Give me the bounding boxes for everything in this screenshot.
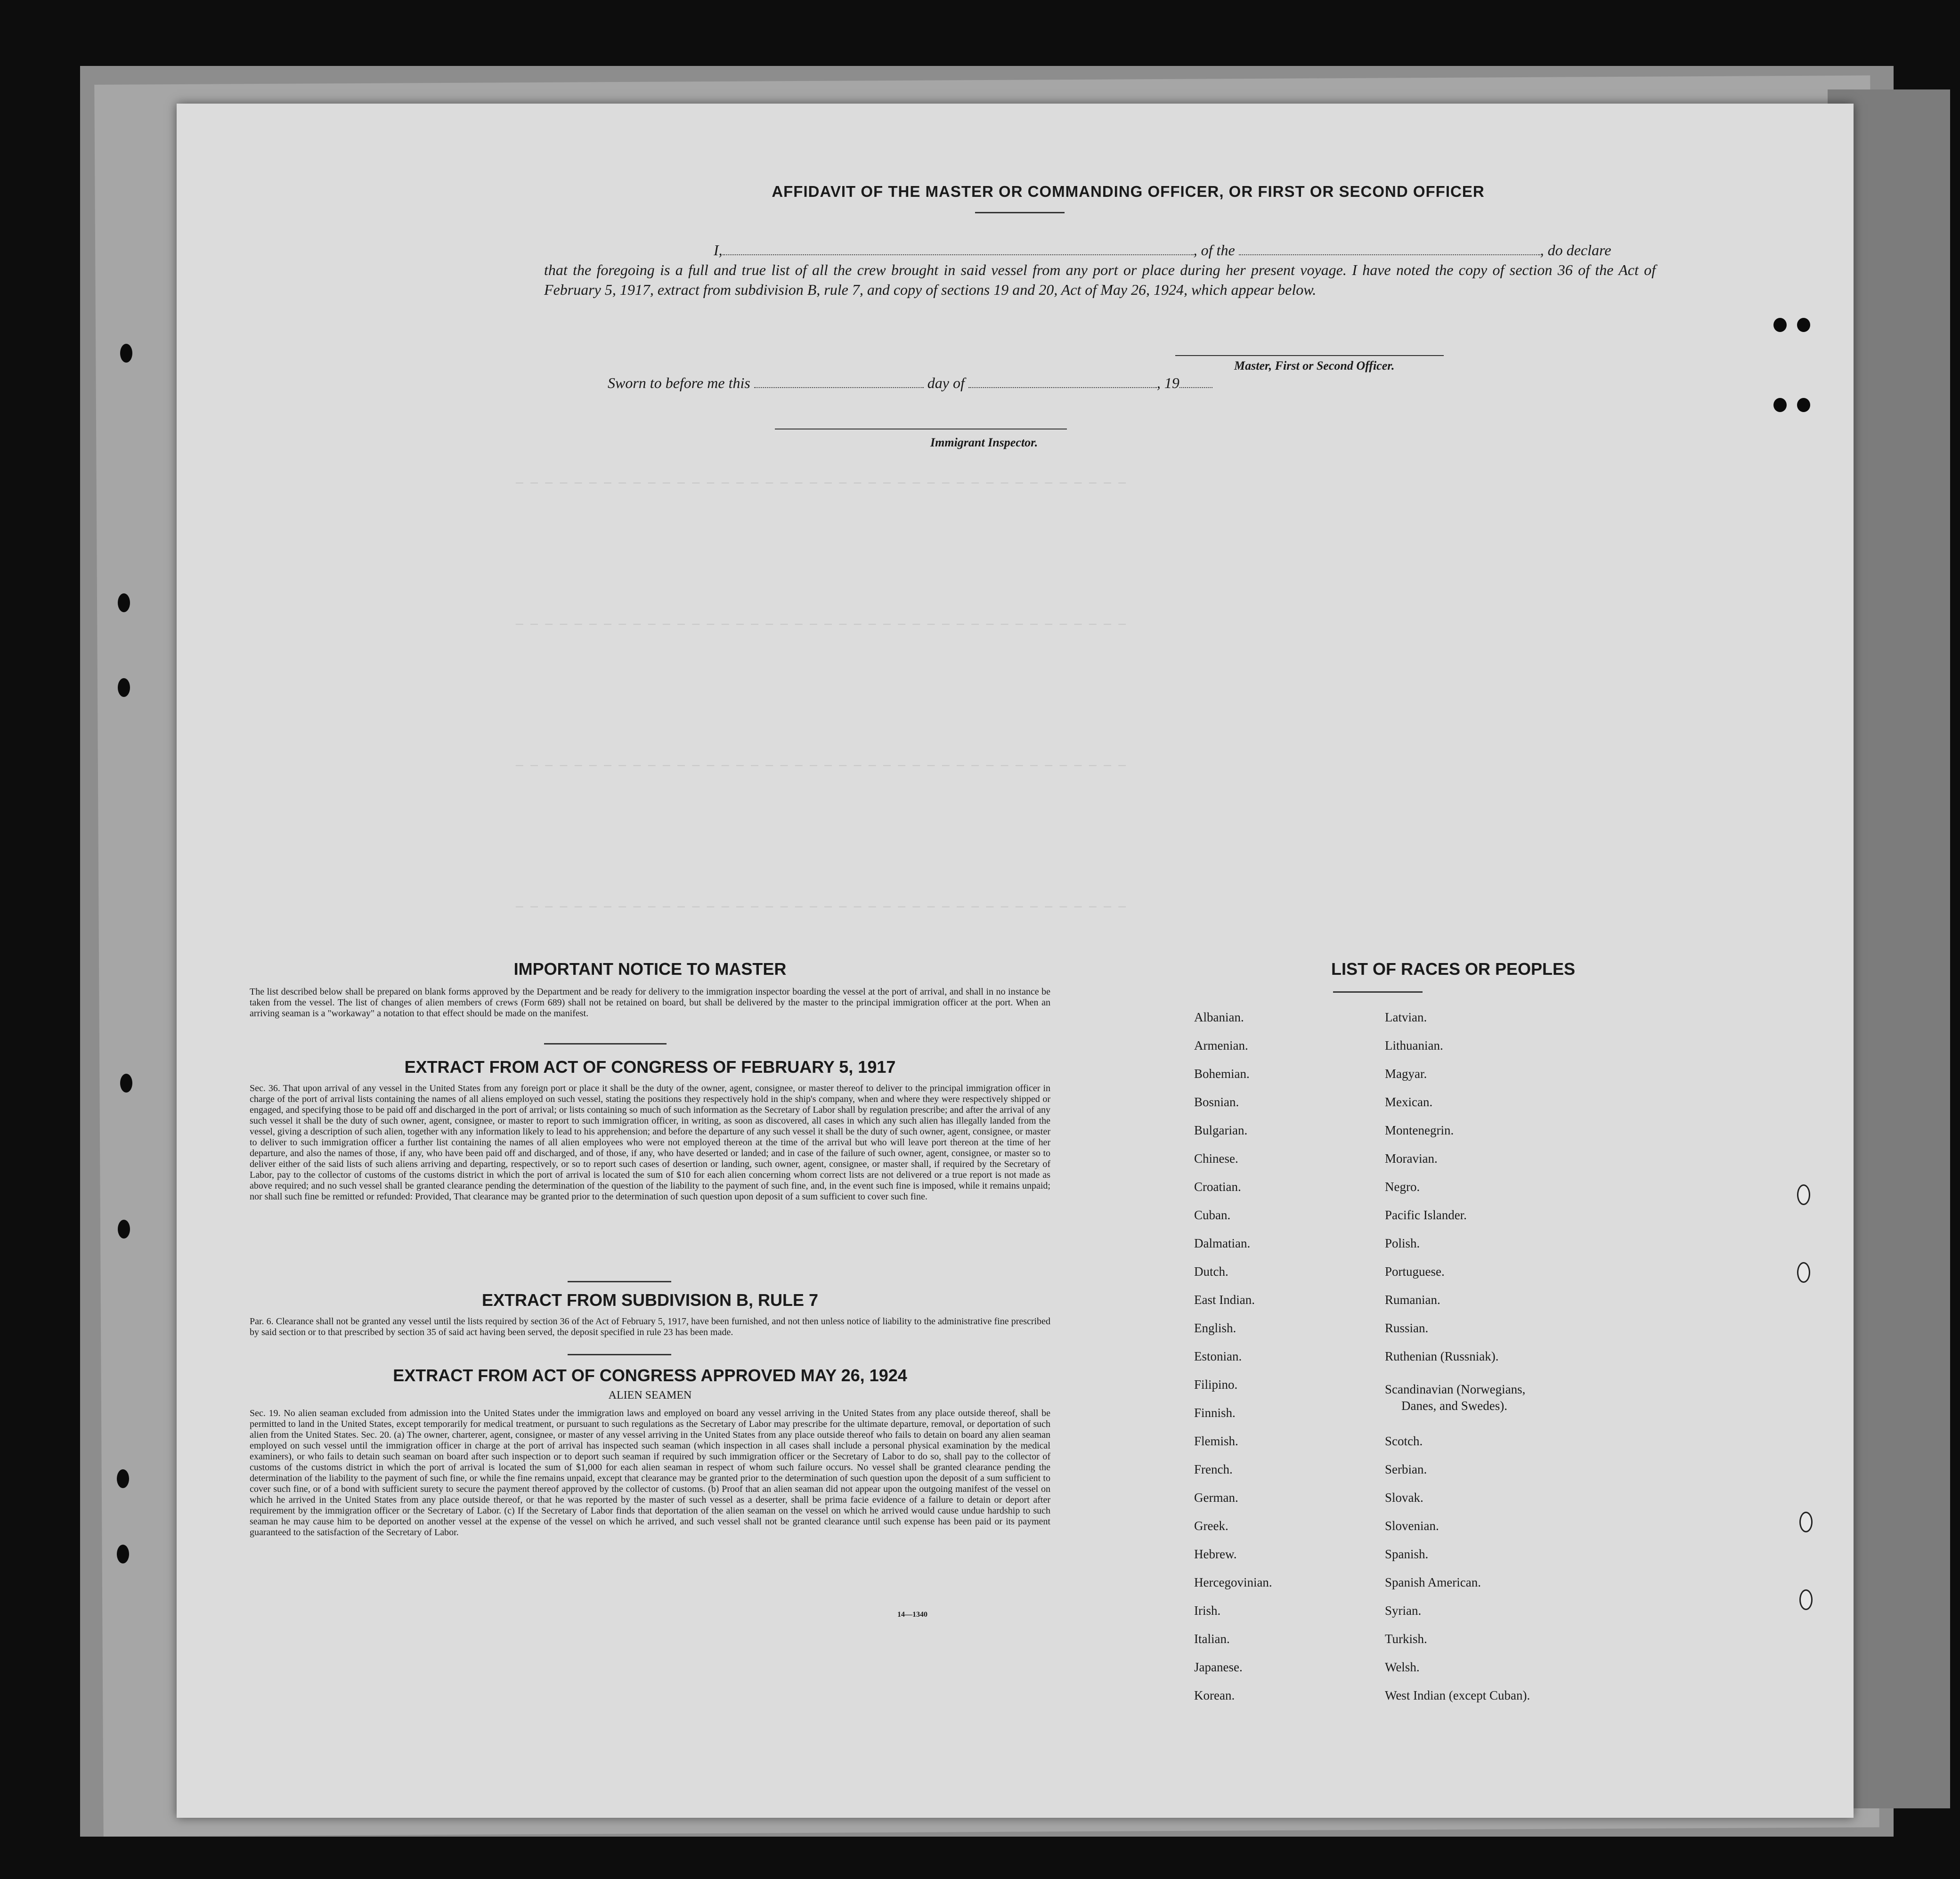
race-item: Flemish. bbox=[1194, 1434, 1238, 1448]
form-number: 14—1340 bbox=[897, 1611, 927, 1619]
bleed-through-text: — — — — — — — — — — — — — — — — — — — — — — — — — — — — — — — — — — — — — — — — — — bbox=[516, 899, 1126, 914]
race-item: Moravian. bbox=[1385, 1151, 1438, 1166]
extract-1924-subtitle: ALIEN SEAMEN bbox=[608, 1389, 692, 1401]
binder-hole bbox=[118, 593, 130, 612]
inspector-label: Immigrant Inspector. bbox=[930, 436, 1038, 449]
race-item: Dutch. bbox=[1194, 1264, 1228, 1279]
bleed-through-text: — — — — — — — — — — — — — — — — — — — — — — — — — — — — — — — — — — — — — — — — — — bbox=[516, 758, 1126, 772]
sworn-day-blank[interactable] bbox=[754, 375, 924, 388]
extract-1924-title: EXTRACT FROM ACT OF CONGRESS APPROVED MAY 26, 1924 bbox=[393, 1366, 907, 1385]
binder-hole bbox=[120, 344, 132, 363]
punch-hole bbox=[1797, 318, 1810, 332]
race-item: Italian. bbox=[1194, 1632, 1230, 1646]
race-item: Syrian. bbox=[1385, 1604, 1422, 1618]
race-item: Cuban. bbox=[1194, 1208, 1231, 1222]
sworn-year: , 19 bbox=[1156, 374, 1179, 391]
binder-hole bbox=[118, 678, 130, 697]
section-rule bbox=[568, 1281, 671, 1282]
race-item: Bulgarian. bbox=[1194, 1123, 1248, 1137]
race-item: Hebrew. bbox=[1194, 1547, 1237, 1561]
extract-1924-text: Sec. 19. No alien seaman excluded from admission into the United States under the immigration laws and employed on board any vessel arriving in the United States from any place outside thereof, shall be permitted to land in the United States, except temporarily for medical treatment, or pursuant to such regulations as the Secretary of Labor may prescribe for the ultimate departure, removal, or deportation of such alien from the United States. Sec. 20. (a) The owner, charterer, agent, consignee, or master of any vessel arriving in the United States from any place outside thereof who fails to detain on board any alien seaman employed on such vessel until the immigration officer in charge at the port of arrival has inspected such seaman (which inspection in all cases shall include a personal physical examination by the medical examiners), or who fails to detain such seaman on board after such inspection or to deport such seaman if required by such immigration officer or the Secretary of Labor to do so, shall pay to the collector of customs of the customs district in which the port of arrival is located the sum of $1,000 for each alien seaman in respect of whom such failure occurs. No vessel shall be granted clearance pending the determination of the liability to the payment of such fine, or while the fine remains unpaid, except that clearance may be granted prior to the determination of such question upon the deposit of a sum sufficient to cover such fine, or of a bond with sufficient surety to secure the payment thereof approved by the collector of customs. (b) Proof that an alien seaman did not appear upon the outgoing manifest of the vessel on which he arrived in the United States from any place outside thereof, or that he was reported by the master of such vessel as a deserter, shall be prima facie evidence of a failure to detain or deport after requirement by the immigration officer or the Secretary of Labor. (c) If the Secretary of Labor finds that deportation of the alien seaman on the vessel on which he arrived would cause undue hardship to such seaman he may cause him to be deported on another vessel at the expense of the vessel on which he arrived, and such vessel shall not be granted clearance until such expense has been paid or its payment guaranteed to the satisfaction of the Secretary of Labor. bbox=[250, 1408, 1050, 1538]
race-item: Scotch. bbox=[1385, 1434, 1423, 1448]
race-item: Pacific Islander. bbox=[1385, 1208, 1467, 1222]
name-blank[interactable] bbox=[723, 242, 1194, 255]
bleed-through-text: — — — — — — — — — — — — — — — — — — — — — — — — — — — — — — — — — — — — — — — — — — bbox=[516, 617, 1126, 631]
declaration-do-declare: , do declare bbox=[1540, 242, 1611, 259]
declaration-i: I, bbox=[714, 242, 723, 259]
sworn-year-blank[interactable] bbox=[1179, 375, 1212, 388]
race-item: Montenegrin. bbox=[1385, 1123, 1454, 1137]
race-item: Filipino. bbox=[1194, 1377, 1238, 1392]
punch-hole bbox=[1797, 1262, 1810, 1283]
bleed-through-text: — — — — — — — — — — — — — — — — — — — — — — — — — — — — — — — — — — — — — — — — — — bbox=[516, 476, 1126, 490]
section-rule bbox=[544, 1043, 667, 1045]
vessel-blank[interactable] bbox=[1239, 242, 1540, 255]
race-item: Slovenian. bbox=[1385, 1519, 1439, 1533]
race-item: Russian. bbox=[1385, 1321, 1429, 1335]
race-item: Japanese. bbox=[1194, 1660, 1243, 1674]
sworn-month-blank[interactable] bbox=[968, 375, 1157, 388]
race-item: West Indian (except Cuban). bbox=[1385, 1688, 1530, 1702]
race-item: Latvian. bbox=[1385, 1010, 1427, 1024]
race-item: Serbian. bbox=[1385, 1462, 1427, 1476]
binder-hole bbox=[117, 1545, 129, 1563]
race-item: Portuguese. bbox=[1385, 1264, 1445, 1279]
race-item: Magyar. bbox=[1385, 1067, 1427, 1081]
race-item: Hercegovinian. bbox=[1194, 1575, 1272, 1589]
race-item: German. bbox=[1194, 1490, 1238, 1505]
race-item: Mexican. bbox=[1385, 1095, 1433, 1109]
declaration-first-line bbox=[544, 240, 1656, 260]
race-item: Welsh. bbox=[1385, 1660, 1420, 1674]
race-item: Korean. bbox=[1194, 1688, 1235, 1702]
section-rule bbox=[568, 1354, 671, 1355]
punch-hole bbox=[1799, 1589, 1813, 1610]
notice-text: The list described below shall be prepared on blank forms approved by the Department and be ready for delivery to the immigration inspector boarding the vessel at the port of arrival, and shall in no instance be taken from the vessel. The list of changes of alien members of crews (Form 689) shall not be retained on board, but shall be delivered by the master to the principal immigration officer at the port. When an arriving seaman is a "workaway" a notation to that effect should be made on the manifest. bbox=[250, 987, 1050, 1019]
declaration-of-the: , of the bbox=[1193, 242, 1235, 259]
sworn-line bbox=[608, 374, 1212, 392]
sworn-day-of: day of bbox=[927, 374, 965, 391]
race-item: Slovak. bbox=[1385, 1490, 1423, 1505]
master-signature-line[interactable] bbox=[1175, 355, 1444, 356]
race-item: Turkish. bbox=[1385, 1632, 1427, 1646]
master-label: Master, First or Second Officer. bbox=[1234, 359, 1395, 373]
races-rule bbox=[1333, 991, 1423, 993]
binder-hole bbox=[120, 1074, 132, 1093]
extract-1917-text: Sec. 36. That upon arrival of any vessel in the United States from any foreign port or place it shall be the duty of the owner, agent, consignee, or master thereof to deliver to the principal immigration officer in charge of the port of arrival lists containing the names of all aliens employed on such vessel, stating the positions they respectively hold in the ship's company, when and where they were respectively shipped or engaged, and specifying those to be paid off and discharged in the port of arrival; or lists containing so much of such information as the Secretary of Labor shall by regulation prescribe; and after the arrival of any such vessel it shall be the duty of such owner, agent, consignee, or master to report to such immigration officer, in writing, as soon as discovered, all cases in which any such alien has illegally landed from the vessel, giving a description of such alien, together with any information likely to lead to his apprehension; and before the departure of any such vessel it shall be the duty of such owner, agent, consignee, or master to deliver to such immigration officer a further list containing the names of all alien employees who were not employed thereon at the time of the arrival but who will leave port thereon at the time of her departure, and also the names of those, if any, who have been paid off and discharged, and of those, if any, who have deserted or landed; and in case of the failure of such owner, agent, consignee, or master so to deliver either of the said lists of such aliens arriving and departing, respectively, or so to report such cases of desertion or landing, such owner, agent, consignee, or master shall, if required by the Secretary of Labor, pay to the collector of customs of the customs district in which the port of arrival is located the sum of $10 for each alien concerning whom correct lists are not delivered or a true report is not made as above required; and no such vessel shall be granted clearance pending the determination of the question of the liability to the payment of such fine, and, in the event such fine is imposed, while it remains unpaid; nor shall such fine be remitted or refunded: Provided, That clearance may be granted prior to the determination of such question upon deposit of a sum sufficient to cover such fine. bbox=[250, 1083, 1050, 1202]
subdivision-b-text: Par. 6. Clearance shall not be granted any vessel until the lists required by section 36 of the Act of February 5, 1917, have been furnished, and not then unless notice of liability to the administrative fine prescribed by said section or to that prescribed by section 35 of said act having been served, the deposit specified in rule 23 has been made. bbox=[250, 1316, 1050, 1337]
punch-hole bbox=[1799, 1512, 1813, 1532]
race-item: Ruthenian (Russniak). bbox=[1385, 1349, 1499, 1363]
punch-hole bbox=[1797, 398, 1810, 412]
race-item: Armenian. bbox=[1194, 1038, 1248, 1053]
title-rule bbox=[975, 212, 1065, 213]
race-item: Rumanian. bbox=[1385, 1293, 1440, 1307]
extract-1917-title: EXTRACT FROM ACT OF CONGRESS OF FEBRUARY 5, 1917 bbox=[404, 1057, 896, 1077]
punch-hole bbox=[1773, 398, 1787, 412]
race-item: Greek. bbox=[1194, 1519, 1228, 1533]
race-item: Irish. bbox=[1194, 1604, 1221, 1618]
affidavit-title: AFFIDAVIT OF THE MASTER OR COMMANDING OFFICER, OR FIRST OR SECOND OFFICER bbox=[772, 183, 1485, 200]
race-item: Danes, and Swedes). bbox=[1401, 1399, 1507, 1413]
punch-hole bbox=[1797, 1184, 1810, 1205]
notice-title: IMPORTANT NOTICE TO MASTER bbox=[513, 959, 787, 979]
affidavit-declaration bbox=[544, 240, 1656, 300]
race-item: Spanish American. bbox=[1385, 1575, 1481, 1589]
races-title: LIST OF RACES OR PEOPLES bbox=[1331, 959, 1576, 979]
sworn-prefix: Sworn to before me this bbox=[608, 374, 750, 391]
race-item: Polish. bbox=[1385, 1236, 1420, 1250]
subdivision-b-title: EXTRACT FROM SUBDIVISION B, RULE 7 bbox=[481, 1290, 819, 1310]
race-item: Estonian. bbox=[1194, 1349, 1242, 1363]
race-item: Croatian. bbox=[1194, 1180, 1241, 1194]
race-item: Scandinavian (Norwegians, bbox=[1385, 1382, 1526, 1396]
race-item: Dalmatian. bbox=[1194, 1236, 1251, 1250]
race-item: Negro. bbox=[1385, 1180, 1420, 1194]
race-item: East Indian. bbox=[1194, 1293, 1255, 1307]
race-item: Albanian. bbox=[1194, 1010, 1244, 1024]
binder-hole bbox=[117, 1469, 129, 1488]
race-item: Finnish. bbox=[1194, 1406, 1236, 1420]
race-item: Bosnian. bbox=[1194, 1095, 1239, 1109]
race-item: Lithuanian. bbox=[1385, 1038, 1443, 1053]
race-item: Chinese. bbox=[1194, 1151, 1238, 1166]
document-page bbox=[177, 104, 1854, 1818]
race-item: English. bbox=[1194, 1321, 1236, 1335]
declaration-body: that the foregoing is a full and true list of all the crew brought in said vessel from any port or place during her present voyage. I have noted the copy of section 36 of the Act of February 5, 1917, extract from subdivision B, rule 7, and copy of sections 19 and 20, Act of May 26, 1924, which appear below. bbox=[544, 261, 1656, 298]
punch-hole bbox=[1773, 318, 1787, 332]
race-item: Bohemian. bbox=[1194, 1067, 1250, 1081]
race-item: Spanish. bbox=[1385, 1547, 1429, 1561]
race-item: French. bbox=[1194, 1462, 1233, 1476]
binder-hole bbox=[118, 1220, 130, 1239]
